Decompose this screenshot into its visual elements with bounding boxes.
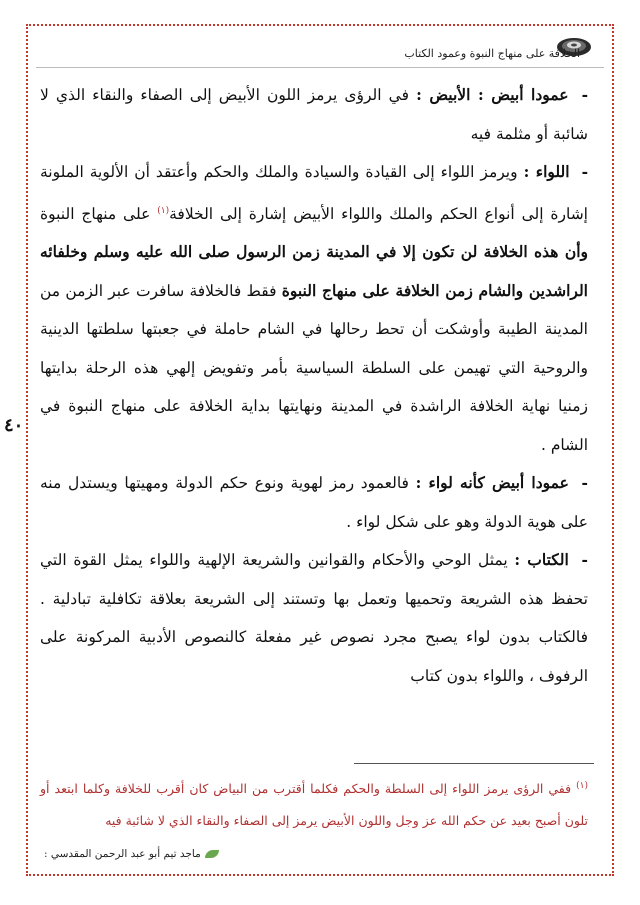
main-text [40, 76, 588, 695]
leaf-icon [205, 850, 219, 858]
bullet-dash: - [581, 162, 588, 181]
paragraph-white-pillar-banner [40, 464, 588, 541]
footer-author: ماجد تيم أبو عبد الرحمن المقدسي : [44, 848, 201, 860]
footnote-divider [354, 763, 594, 764]
footnote-text: ففي الرؤى يرمز اللواء إلى السلطة والحكم فكلما أقترب من البياض كان أقرب للخلافة وكلما ابتعد أو تلون أصبح بعيد عن حكم الله عز وجل واللون الأبيض يرمز إلى الصفاء والنقاء الذي لا شائبة فيه [40, 781, 588, 829]
term: الكتاب : [514, 550, 569, 570]
paragraph-text: فالعمود رمز لهوية ونوع حكم الدولة ومهيتها ويستدل منه على هوية الدولة وهو على شكل لواء . [40, 474, 588, 531]
header-divider [36, 67, 604, 68]
term: عمودا أبيض كأنه لواء : [415, 473, 569, 493]
page-number: ٤٠ [4, 415, 24, 436]
paragraph-book [40, 541, 588, 695]
paragraph-text: على منهاج النبوة [40, 204, 151, 223]
paragraph-banner [40, 153, 588, 464]
footnote [40, 770, 588, 837]
term: عمودا أبيض : الأبيض : [416, 85, 569, 104]
paragraph-text: ويرمز اللواء إلى القيادة والسيادة والملك والحكم وأعتقد أن الألوية الملونة إشارة إلى أنواع الحكم والملك واللواء الأبيض إشارة إلى الخلافة [40, 163, 588, 223]
header-title: الخلافة على منهاج النبوة وعمود الكتاب [404, 47, 580, 60]
emphasized-text: وأن هذه الخلافة لن تكون إلا في المدينة زمن الرسول صلى الله عليه وسلم وخلفائه الراشدين والشام زمن الخلافة على منهاج النبوة [40, 242, 588, 300]
paragraph-white-pillar [40, 76, 588, 153]
bullet-dash: - [581, 85, 589, 104]
footnote-marker: (١) [576, 781, 589, 791]
paragraph-text: يمثل الوحي والأحكام والقوانين والشريعة الإلهية واللواء يمثل القوة التي تحفظ هذه الشريعة وتحميها وتعمل بها وتستند إلى الشريعة بعلاقة تكافلية تبادلية . فالكتاب بدون لواء يصبح مجرد نصوص غير مفعلة كالنصوص الأدبية المركونة على الرفوف ، واللواء بدون كتاب [40, 551, 588, 685]
footer [44, 848, 219, 860]
paragraph-text: في الرؤى يرمز اللون الأبيض إلى الصفاء والنقاء الذي لا شائبة أو مثلمة فيه [40, 86, 588, 143]
bullet-dash: - [581, 473, 588, 493]
term: اللواء : [523, 162, 570, 181]
bullet-dash: - [581, 550, 588, 570]
footnote-reference[interactable]: (١) [157, 205, 170, 216]
paragraph-text: فقط فالخلافة سافرت عبر الزمن من المدينة الطيبة وأوشكت أن تحط رحالها في الشام حاملة في جعبتها سلطتها الدينية والروحية التي تهيمن على السلطة السياسية بأمر وتفويض إلهي هذه الرحلة بدايتها زمنيا نهاية الخلافة الراشدة في المدينة ونهايتها بداية الخلافة على منهاج النبوة في الشام . [40, 281, 588, 454]
